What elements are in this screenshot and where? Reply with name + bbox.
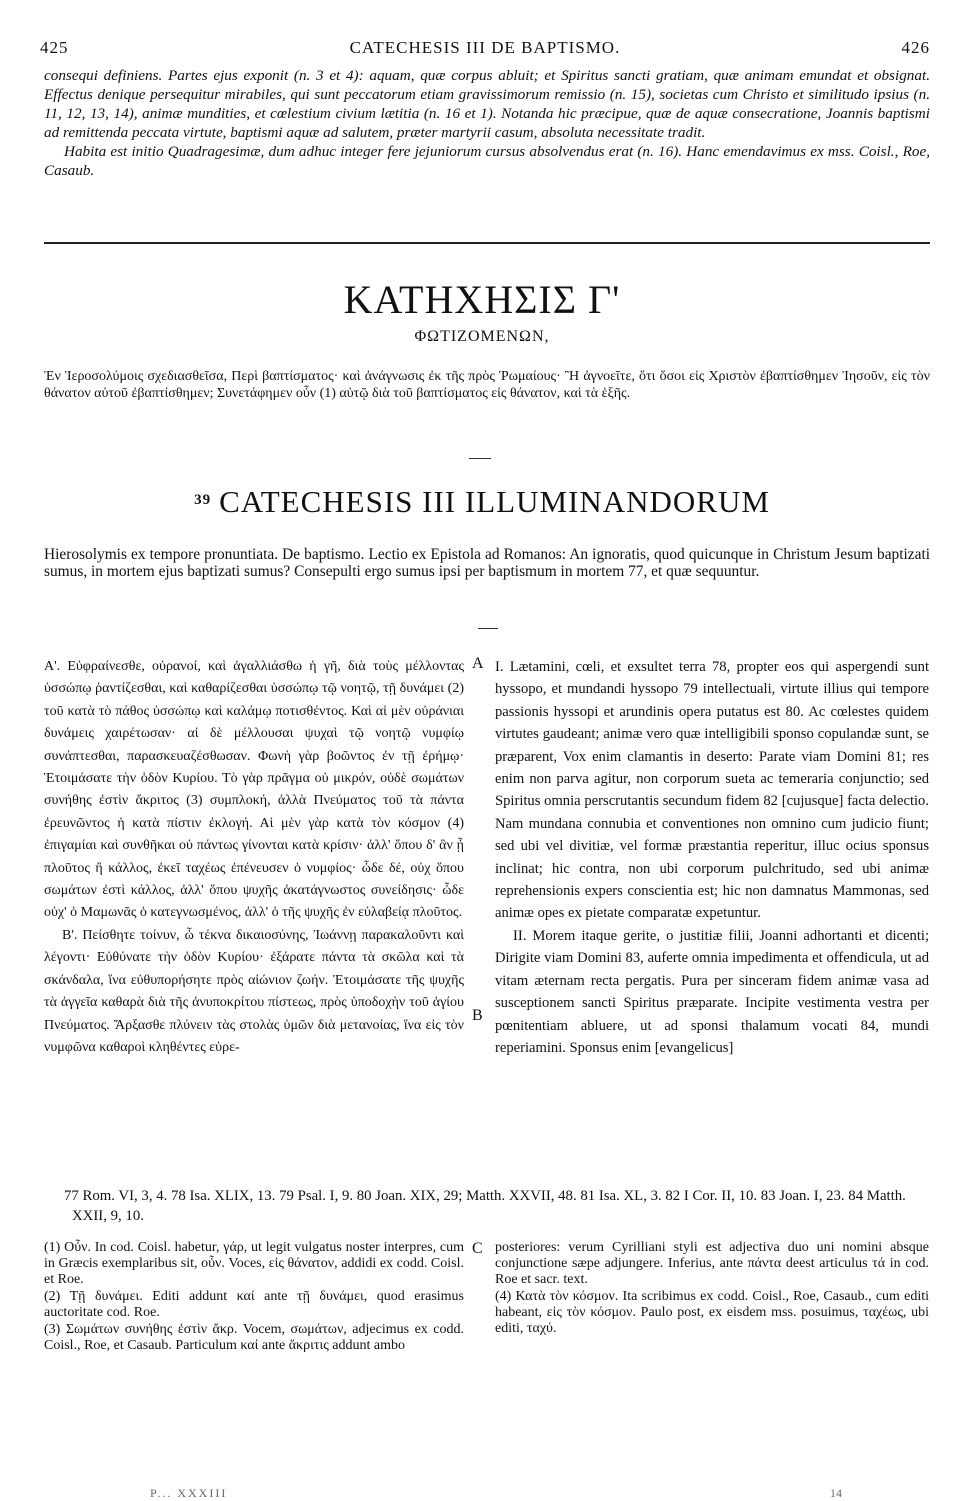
note-3-continued: posteriores: verum Cyrilliani styli est adjectiva duo uni nomini absque conjunctione sæpe adjungere. Inferius, ante πάντα deest articulus τά in cod. Roe et sacr. text. <box>495 1240 929 1287</box>
note-1: (1) Οὖν. In cod. Coisl. habetur, γάρ, ut legit vulgatus noster interpres, cum in Græcis exemplaribus sit, οὖν. Voces, εἰς θάνατον, addidi ex codd. Coisl. et Roe. <box>44 1240 464 1287</box>
latin-title-text: CATECHESIS III ILLUMINANDORUM <box>219 484 770 519</box>
latin-title <box>0 484 964 520</box>
notes-right <box>495 1240 929 1338</box>
section-rule <box>44 242 930 244</box>
latin-section-1: I. Lætamini, cœli, et exsultet terra 78, propter eos qui aspergendi sunt hyssopo, et mundandi hyssopo 79 intellectuali, virtute illius qui tempore passionis hyssopi et arundinis opera putatus est 80. Ac cœlestes quidem virtutes gaudeant; animæ vero quæ intelligibili sponso copulandæ sunt, se præparent, Vox enim clamantis in deserto: Parate viam Domini 81; res enim non parva agitur, non corporum sueta ac temeraria conjunctio; sed Spiritus omnia perscrutantis secundum fidem 82 [cujusque] facta delectio. Nam mundana connubia et conventiones non omnino cum judicio fiunt; sed ubi vel divitiæ, vel formæ præstantia reperitur, illuc ocius sponsus inclinat; hic contra, non ubi corporum pulchritudo, sed ubi animæ reprehensionis expers conscientia est; hic non damnatus Mammonas, sed animæ opes ex pietate comparatæ expetuntur. <box>495 659 929 922</box>
note-2: (2) Τῇ δυνάμει. Editi addunt καί ante τῇ δυνάμει, quod erasimus auctoritate cod. Roe. <box>44 1289 464 1320</box>
greek-section-a: Α'. Εὐφραίνεσθε, οὐρανοί, καὶ ἀγαλλιάσθω ἡ γῆ, διὰ τοὺς μέλλοντας ὑσσώπῳ ῥαντίζεσθαι, καὶ καθαρίζεσθαι ὑσσώπῳ τῷ νοητῷ, τῇ δυνάμει (2) τοῦ κατὰ τὸ πάθος ὑσσώπῳ καὶ καλάμῳ ποτισθέντος. Καὶ αἱ μὲν οὐράνιαι δυνάμεις χαιρέτωσαν· αἱ δὲ μέλλουσαι ψυχαὶ τῷ νοητῷ νυμφίῳ συνάπτεσθαι, παρασκευαζέσθωσαν. Φωνὴ γὰρ βοῶντος ἐν τῇ ἐρήμῳ· Ἑτοιμάσατε τὴν ὁδὸν Κυρίου. Τὸ γὰρ πρᾶγμα οὐ μικρόν, οὐδὲ σωμάτων συνήθης ἐστὶν ἄκριτος (3) συμπλοκή, ἀλλὰ Πνεύματος τοῦ τὰ πάντα ἐρευνῶντος ἡ κατὰ πίστιν ἐκλογή. Αἱ μὲν γὰρ κατὰ τὸν κόσμον (4) ἐπιγαμίαι καὶ συνθῆκαι οὐ πάντως γίνονται κατὰ κρίσιν· ἀλλ' ὅπου δ' ἂν ᾖ πλοῦτος ἢ κάλλος, ἐκεῖ ταχέως ἐπένευσεν ὁ νυμφίος· ὧδε δέ, οὐχ ὅπου σωμάτων ἐστὶ κάλλος, ἀλλ' ὅπου ψυχῆς ἀκατάγνωστος συνείδησις· ὧδε οὐχ' ὁ Μαμωνᾶς ὁ κατεγνωσμένος, ἀλλ' ὁ τῆς ψυχῆς ἐν εὐλαβείᾳ πλοῦτος. <box>44 659 464 921</box>
margin-letter-c: C <box>472 1240 483 1257</box>
latin-column <box>495 656 929 1059</box>
margin-letter-a: A <box>472 655 484 672</box>
greek-section-b: Β'. Πείσθητε τοίνυν, ὦ τέκνα δικαιοσύνης, Ἰωάννῃ παρακαλοῦντι καὶ λέγοντι· Εὐθύνατε τὴν ὁδὸν Κυρίου· ἐξάρατε πάντα τὰ σκῶλα καὶ τὰ σκάνδαλα, ἵνα εὐθυπορήσητε πρὸς αἰώνιον ζωήν. Ἑτοιμάσατε τῆς ψυχῆς τὰ ἀγγεῖα καθαρὰ διὰ τῆς ἀνυποκρίτου πίστεως, πρὸς ὑποδοχὴν τοῦ ἁγίου Πνεύματος. Ἄρξασθε πλύνειν τὰς στολὰς ὑμῶν διὰ μετανοίας, ἵνα εἰς τὸν νυμφῶνα καθαροὶ κληθέντες εὑρε- <box>44 927 464 1055</box>
latin-section-2: II. Morem itaque gerite, o justitiæ filii, Joanni adhortanti et dicenti; Dirigite viam Domini 83, auferte omnia impedimenta et offendicula, ut ad vitam æternam recta pergatis. Pura per sinceram fidem animæ vasa ad susceptionem sancti Spiritus præparate. Incipite vestimenta vestra per pœnitentiam abluere, ut ad sponsi thalamum vocati 84, mundi reperiamini. Sponsus enim [evangelicus] <box>495 927 929 1056</box>
left-page-number: 425 <box>40 38 69 57</box>
greek-column <box>44 656 464 1059</box>
note-3: (3) Σωμάτων συνήθης ἐστὶν ἄκρ. Vocem, σωμάτων, adjecimus ex codd. Coisl., Roe, et Casaub. Particulum καί ante ἄκριτις addunt ambo <box>44 1322 464 1353</box>
intro-paragraph-1: consequi definiens. Partes ejus exponit (n. 3 et 4): aquam, quæ corpus abluit; et Spiritus sancti gratiam, quæ animam emundat et obsignat. Effectus denique persequitur mirabiles, qui sunt peccatorum etiam gravissimorum remissio (n. 15), societas cum Christo et similitudo ipsius (n. 11, 12, 13, 14), animæ mundities, et cœlestium civium lætitia (n. 16 et 1). Notanda hic præcipue, quæ de aquæ consecratione, Joannis baptismi ad remittenda peccata virtute, baptismi aquæ ad salutem, præter martyrii casum, absoluta necessitate tradit. <box>44 67 930 141</box>
short-divider <box>469 458 491 459</box>
footer-right: 14 <box>830 1486 842 1500</box>
introduction <box>44 66 930 180</box>
page-footer <box>0 1484 964 1501</box>
scripture-references <box>64 1186 930 1226</box>
greek-title: ΚΑΤΗΧΗΣΙΣ Γ' <box>343 277 621 322</box>
footer-left: P... XXXIII <box>150 1486 228 1500</box>
references-text: 77 Rom. VI, 3, 4. 78 Isa. XLIX, 13. 79 Psal. I, 9. 80 Joan. XIX, 29; Matth. XXVII, 48. 81 Isa. XL, 3. 82 I Cor. II, 10. 83 Joan. I, 23. 84 Matth. XXII, 9, 10. <box>64 1188 906 1224</box>
notes-left <box>44 1240 464 1355</box>
intro-paragraph-2: Habita est initio Quadragesimæ, dum adhuc integer fere jejuniorum cursus absolvendus erat (n. 16). Hanc emendavimus ex mss. Coisl., Roe, Casaub. <box>44 143 930 179</box>
short-divider-2 <box>478 628 498 629</box>
running-title: CATECHESIS III DE BAPTISMO. <box>349 38 621 57</box>
note-4: (4) Κατὰ τὸν κόσμον. Ita scribimus ex codd. Coisl., Roe, Casaub., cum editi habeant, εἰς τὸν κόσμον. Paulo post, ex eisdem mss. posuimus, ταχέως, ubi editi, ταχύ. <box>495 1289 929 1336</box>
greek-intro-text: Ἐν Ἱεροσολύμοις σχεδιασθεῖσα, Περὶ βαπτίσματος· καὶ ἀνάγνωσις ἐκ τῆς πρὸς Ῥωμαίους· Ἢ ἀγνοεῖτε, ὅτι ὅσοι εἰς Χριστὸν ἐβαπτίσθημεν Ἰησοῦν, εἰς τὸν θάνατον αὐτοῦ ἐβαπτίσθημεν; Συνετάφημεν οὖν (1) αὐτῷ διὰ τοῦ βαπτίσματος εἰς θάνατον, καὶ τὰ ἑξῆς. <box>44 369 930 401</box>
right-page-number: 426 <box>901 38 930 57</box>
latin-intro <box>44 546 930 580</box>
margin-letter-b: B <box>472 1007 483 1024</box>
greek-intro <box>44 368 930 402</box>
running-header <box>40 38 930 58</box>
page-marker: 39 <box>194 492 212 508</box>
greek-subtitle: ΦΩΤΙΖΟΜΕΝΩΝ, <box>414 328 550 345</box>
latin-intro-text: Hierosolymis ex tempore pronuntiata. De baptismo. Lectio ex Epistola ad Romanos: An ignoratis, quod quicunque in Christum Jesum baptizati sumus, in mortem ejus baptizati sumus? Consepulti ergo sumus ipsi per baptismum in mortem 77, et quæ sequuntur. <box>44 546 930 580</box>
